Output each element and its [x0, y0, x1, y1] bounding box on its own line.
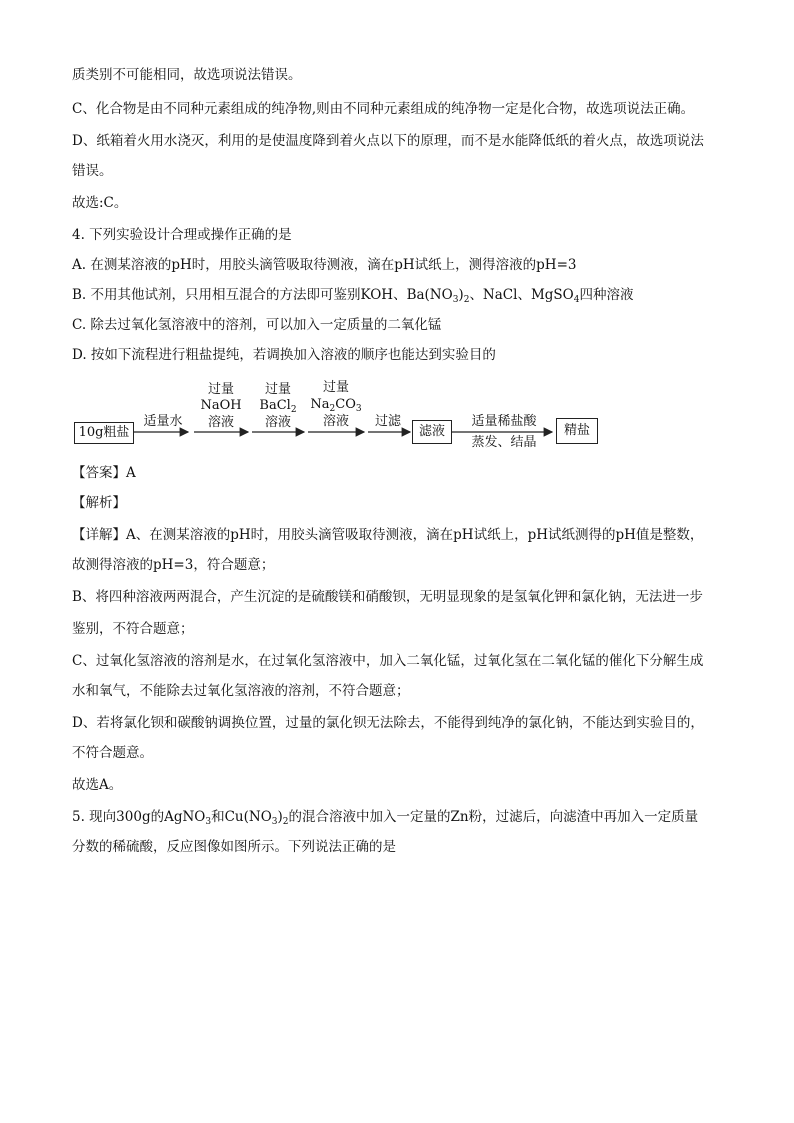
subscript: 3: [205, 817, 212, 827]
formula-text: BaCl: [259, 398, 291, 413]
subscript: 3: [355, 404, 362, 414]
step-naoh-bottom: 溶液: [207, 415, 234, 430]
filtrate-box: 滤液: [412, 420, 452, 444]
text-line: 错误。: [72, 163, 113, 179]
text-line: C、化合物是由不同种元素组成的纯净物,则由不同种元素组成的纯净物一定是化合物，故选项说法正确。: [72, 101, 695, 117]
explanation-line: 鉴别，不符合题意；: [72, 621, 194, 637]
text-line: 质类别不可能相同，故选项说法错误。: [72, 67, 302, 83]
refined-salt-box: 精盐: [556, 418, 598, 444]
question-5-text: ): [277, 809, 283, 825]
analysis-label: 【解析】: [72, 495, 126, 511]
option-a: A. 在测某溶液的pH时，用胶头滴管吸取待测液，滴在pH试纸上，测得溶液的pH=3: [72, 257, 577, 273]
step-naoh-chem: NaOH: [200, 398, 242, 413]
text-line: 故选:C。: [72, 195, 128, 211]
subscript: 2: [463, 295, 470, 305]
explanation-line: 故测得溶液的pH=3，符合题意；: [72, 557, 275, 573]
option-c: C. 除去过氧化氢溶液中的溶剂，可以加入一定质量的二氧化锰: [72, 317, 442, 333]
option-d: D. 按如下流程进行粗盐提纯，若调换加入溶液的顺序也能达到实验目的: [72, 347, 496, 363]
question-5-line: [72, 808, 732, 831]
explanation-line: B、将四种溶液两两混合，产生沉淀的是硫酸镁和硝酸钡，无明显现象的是氢氧化钾和氯化钠，无法进一步: [72, 589, 703, 605]
option-b-text: ): [458, 287, 464, 303]
step-filter-label: 过滤: [374, 414, 401, 429]
explanation-line: 水和氧气，不能除去过氧化氢溶液的溶剂，不符合题意；: [72, 683, 410, 699]
explanation-line: D、若将氯化钡和碳酸钠调换位置，过量的氯化钡无法除去，不能得到纯净的氯化钠，不能达到实验目的，: [72, 715, 704, 731]
step-hcl-top: 适量稀盐酸: [471, 414, 537, 429]
question-4-title: 4. 下列实验设计合理或操作正确的是: [72, 227, 292, 243]
text-line: D、纸箱着火用水浇灭，利用的是使温度降到着火点以下的原理，而不是水能降低纸的着火点，故选项说法: [72, 133, 704, 149]
subscript: 2: [282, 817, 289, 827]
subscript: 4: [573, 295, 580, 305]
question-5-text: 和Cu(NO: [211, 809, 272, 825]
step-naoh-top: 过量: [207, 382, 234, 397]
step-evaporate-bottom: 蒸发、结晶: [471, 435, 537, 450]
step-bacl2-bottom: 溶液: [264, 415, 291, 430]
step-water-label: 适量水: [143, 414, 183, 429]
question-5-text: 的混合溶液中加入一定量的Zn粉，过滤后，向滤渣中再加入一定质量: [288, 809, 699, 825]
crude-salt-box: 10g粗盐: [74, 422, 134, 444]
subscript: 3: [452, 295, 459, 305]
formula-text: CO: [335, 397, 356, 412]
answer-label: 【答案】A: [72, 465, 136, 481]
subscript: 3: [271, 817, 278, 827]
option-b-text: B. 不用其他试剂，只用相互混合的方法即可鉴别KOH、Ba(NO: [72, 287, 453, 303]
step-na2co3-top: 过量: [322, 380, 349, 395]
subscript: 2: [329, 404, 336, 414]
step-bacl2-top: 过量: [264, 382, 291, 397]
purification-flow-diagram: [72, 378, 632, 458]
explanation-line: 不符合题意。: [72, 745, 153, 761]
explanation-line: 故选A。: [72, 777, 123, 793]
explanation-line: C、过氧化氢溶液的溶剂是水，在过氧化氢溶液中，加入二氧化锰，过氧化氢在二氧化锰的催化下分解生成: [72, 653, 704, 669]
option-b: [72, 286, 732, 309]
question-5-text: 5. 现向300g的AgNO: [72, 809, 206, 825]
step-na2co3-bottom: 溶液: [322, 414, 349, 429]
subscript: 2: [290, 405, 297, 415]
option-b-text: 、NaCl、MgSO: [469, 287, 574, 303]
explanation-line: 【详解】A、在测某溶液的pH时，用胶头滴管吸取待测液，滴在pH试纸上，pH试纸测得的pH值是整数，: [72, 527, 704, 543]
question-5-line: 分数的稀硫酸，反应图像如图所示。下列说法正确的是: [72, 839, 396, 855]
option-b-text: 四种溶液: [579, 287, 634, 303]
formula-text: Na: [310, 397, 330, 412]
